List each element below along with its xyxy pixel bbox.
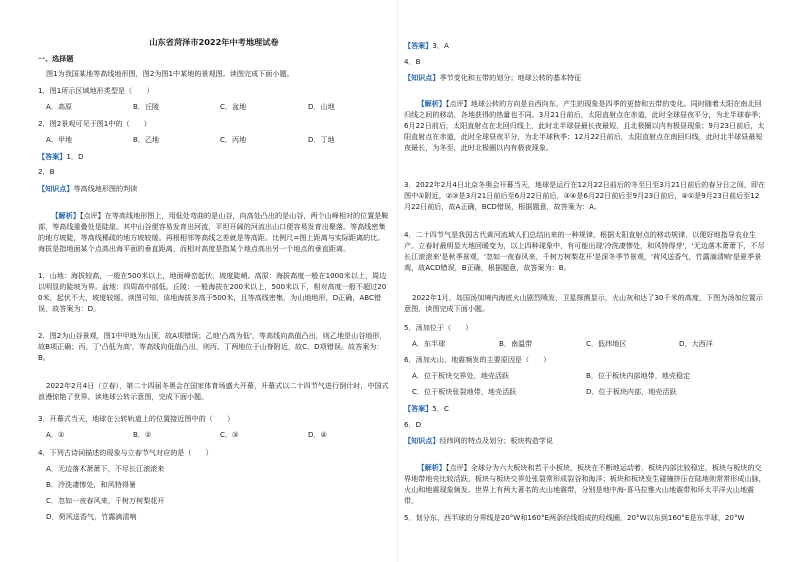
explanation-2 <box>404 87 766 164</box>
explanation-1c: 2．图2为山谷景观，图1中甲地为山顶，故A项错误；乙地'凸高为低'，等高线向高值凸出，则乙地是山谷地形，故B项正确；丙、丁'凸低为高'，等高线向低值凸出，则丙、丁两地位于山脊附近，故C、D项错误。故答案为：B。 <box>38 331 387 362</box>
answer-tag: 【答案】 <box>404 404 433 413</box>
intro-text-2: 2022年2月4日（立春），第二十四届冬奥会在国家体育场盛大开幕，开幕式以二十四节气进行倒计时，中国式浪漫惊艳了世界。读地球公转示意图，完成下面小题。 <box>38 381 389 401</box>
option-c: C．③ <box>220 430 239 439</box>
knowledge-text: 季节变化和五带的划分；地球公转的基本特征 <box>439 73 582 82</box>
question-5-stem: 5．汤加位于（ ） <box>404 323 473 332</box>
option-b: B．丘陵 <box>133 102 160 111</box>
explanation-1b: 1．山地：海拔较高，一般在500米以上，地面峰峦起伏，坡度陡峭。高原：海拔高度一般在1000米以上，周边以明显的陡坡为界。盆地：四周高中部低。丘陵：一般海拔在200米以上，500米以下，相对高度一般不超过200米，起伏不大，坡度较缓。读图可知，该地海拔多高于500米，且等高线密集，为山地地形，D正确，ABC错误，故答案为：D。 <box>38 271 387 313</box>
option-d: D．丁地 <box>308 135 335 144</box>
option-d: D．荷风送香气，竹露滴清响 <box>46 512 137 521</box>
option-c: C．丙地 <box>220 135 247 144</box>
explanation-tag: 【解析】 <box>51 211 80 220</box>
answer-tag: 【答案】 <box>404 41 433 50</box>
option-b: B．乙地 <box>133 135 160 144</box>
knowledge-tag: 【知识点】 <box>404 436 440 445</box>
explanation-text: 【点评】在等高线地形图上，用低处弯曲的是山谷，向高处凸出的是山谷，两个山峰相对的位置是鞍部，等高线重叠处是陡崖。其中山谷便容易发育出河流，平坦开阔的河流出山口便容易发育出聚落。等高线密集的地方坡陡，等高线稀疏的地方坡较缓。再根相邻等高线之差就是等高距。比例尺=图上距离与实际距离的比。海拔是指地面某个点高出海平面的垂直距离，而相对高度是指某个地点高出另一个地点的垂直距离。 <box>38 211 389 253</box>
exam-title: 山东省菏泽市2022年中考地理试卷 <box>149 37 279 47</box>
explanation-3b: 5．划分东、西半球的分界线是20°W和160°E两条经线组成的经线圈，20°W以东到160°E是东半球，20°W <box>404 513 745 522</box>
intro-text: 图1为我国某地等高线地形图，图2为图1中某地的景观图。读图完成下面小题。 <box>46 69 294 78</box>
answer-text: 5．C <box>432 404 449 413</box>
explanation-text: 【点评】全球分为六大板块和若干小板块，板块在不断地运动着，板块内部比较稳定，板块与板块的交界地带地壳比较活跃，板块与板块交界处张裂常形成裂谷和海洋；板块和板块发生碰撞挤压在陆地则常常形成山脉，火山和地震现象频发。世界上有两大著名的火山地震带，分别是地中海-喜马拉雅火山地震带和环太平洋火山地震带。 <box>404 463 766 505</box>
section-heading: 一、选择题 <box>38 54 74 63</box>
option-c: C．忽如一夜春风来，千树万树梨花开 <box>46 496 165 505</box>
knowledge-tag: 【知识点】 <box>38 184 74 193</box>
answer-tag: 【答案】 <box>38 152 67 161</box>
option-b: B．位于板块内部地带，地壳稳定 <box>586 371 691 380</box>
question-6-options-row-1 <box>404 370 766 381</box>
question-4-stem: 4．下列古诗词描述的现象与立春节气对应的是（ ） <box>38 448 213 457</box>
knowledge-tag: 【知识点】 <box>404 73 440 82</box>
option-a: A．位于板块交界处，地壳活跃 <box>412 371 510 380</box>
explanation-tag: 【解析】 <box>417 463 446 472</box>
answer-line <box>404 403 766 414</box>
answer-line <box>404 40 766 51</box>
question-1-stem: 1．图1所示区域地形类型是（ ） <box>38 86 154 95</box>
explanation-3 <box>404 451 766 517</box>
explanation-2c: 4．二十四节气是我国古代黄河流域人们总结出来的一种规律，根据太阳直射点的移动规律，以便好地指导农业生产。立春时最明显大地回暖变为，以上四种现象中，有可能出现'冷洗凄惨处，和风特得芽'，'无边落木萧萧下，不尽长江滚滚来'是秋季景观，'忽如一夜春风来，千树万树梨花开'是深冬季节景观，'荷风送香气，竹露滴清响'是夏季景观，故ACD错误，B正确，根据题意，故答案为：B。 <box>404 230 765 272</box>
question-2-options <box>38 134 390 145</box>
answer-line-2: 4．B <box>404 57 421 66</box>
option-d: D．④ <box>308 430 327 439</box>
option-a: A．高原 <box>46 102 73 111</box>
option-a: A．无边落木萧萧下，不尽长江滚滚来 <box>46 464 165 473</box>
explanation-1 <box>38 199 390 265</box>
answer-text: 1．D <box>66 152 84 161</box>
answer-text: 3．A <box>432 41 449 50</box>
option-b: B．南温带 <box>499 339 533 348</box>
option-d: D．位于板块内部，地壳活跃 <box>586 387 677 396</box>
question-3-stem: 3．开幕式当天，地球在公转轨道上的位置接近图中的（ ） <box>38 414 235 423</box>
answer-line-2: 6．D <box>404 420 422 429</box>
option-a: A．东半球 <box>412 339 446 348</box>
option-d: D．山地 <box>308 102 335 111</box>
knowledge-point <box>404 72 766 83</box>
option-a: A．甲地 <box>46 135 73 144</box>
question-5-options <box>404 338 766 349</box>
knowledge-point <box>404 435 766 446</box>
option-c: C．盆地 <box>220 102 247 111</box>
option-a: A．① <box>46 430 65 439</box>
question-1-options <box>38 101 390 112</box>
knowledge-text: 经纬网的特点及划分；板块构造学说 <box>439 436 553 445</box>
answer-line <box>38 151 390 162</box>
explanation-text: 【点评】地球公转的方向是自西向东，产生的现象是四季的更替和五带的变化。同时随着太阳在南北回归线之间的移动，各地获得的热量也不同。3月21日前后，太阳直射点在赤道，此时全球昼夜平分，为北半球春季；6月22日前后，太阳直射点在北回归线上，此时北半球昼最长夜最短，且北极圈以内有极昼现象；9月23日前后，太阳直射点在赤道，此时全球昼夜平分，为北半球秋季；12月22日前后，太阳直射点在南回归线，此时北半球昼最短夜最长，为冬至，此时北极圈以内有极夜现象。 <box>404 99 766 152</box>
question-2-stem: 2．图2景观可见于图1中的（ ） <box>38 119 151 128</box>
option-b: B．冷洗凄惨处，和风特得暑 <box>46 480 136 489</box>
option-b: B．② <box>133 430 152 439</box>
answer-line-2: 2．B <box>38 167 55 176</box>
knowledge-point <box>38 183 390 194</box>
option-c: C．位于板块张裂地带，地壳活跃 <box>412 387 517 396</box>
explanation-tag: 【解析】 <box>417 99 446 108</box>
question-6-options-row-2 <box>404 386 766 397</box>
knowledge-text: 等高线地形图的判读 <box>73 184 138 193</box>
intro-text-3: 2022年1月，岛国汤加境内海底火山剧烈喷发，卫星探测显示，火山灰和达了30千米的高度，下图为汤加位置示意图，读图完成下面小题。 <box>404 293 763 313</box>
column-divider <box>397 0 398 562</box>
question-6-stem: 6．汤加火山、地震频发的主要原因是（ ） <box>404 355 551 364</box>
option-d: D．大西洋 <box>679 339 713 348</box>
question-3-options <box>38 429 390 440</box>
option-c: C．低纬地区 <box>586 339 627 348</box>
explanation-2b: 3．2022年2月4日北京冬奥会开幕当天，地球是运行在12月22日前后的冬至日至3月21日前后的春分日之间，即在图中①附近，②③是3月21日前后至6月22日前后，③④是6月22日前后至9月23日前后，④①是9月23日前后至12月22日前后，故A正确，BCD错误，根据题意，故答案为：A。 <box>404 180 766 211</box>
